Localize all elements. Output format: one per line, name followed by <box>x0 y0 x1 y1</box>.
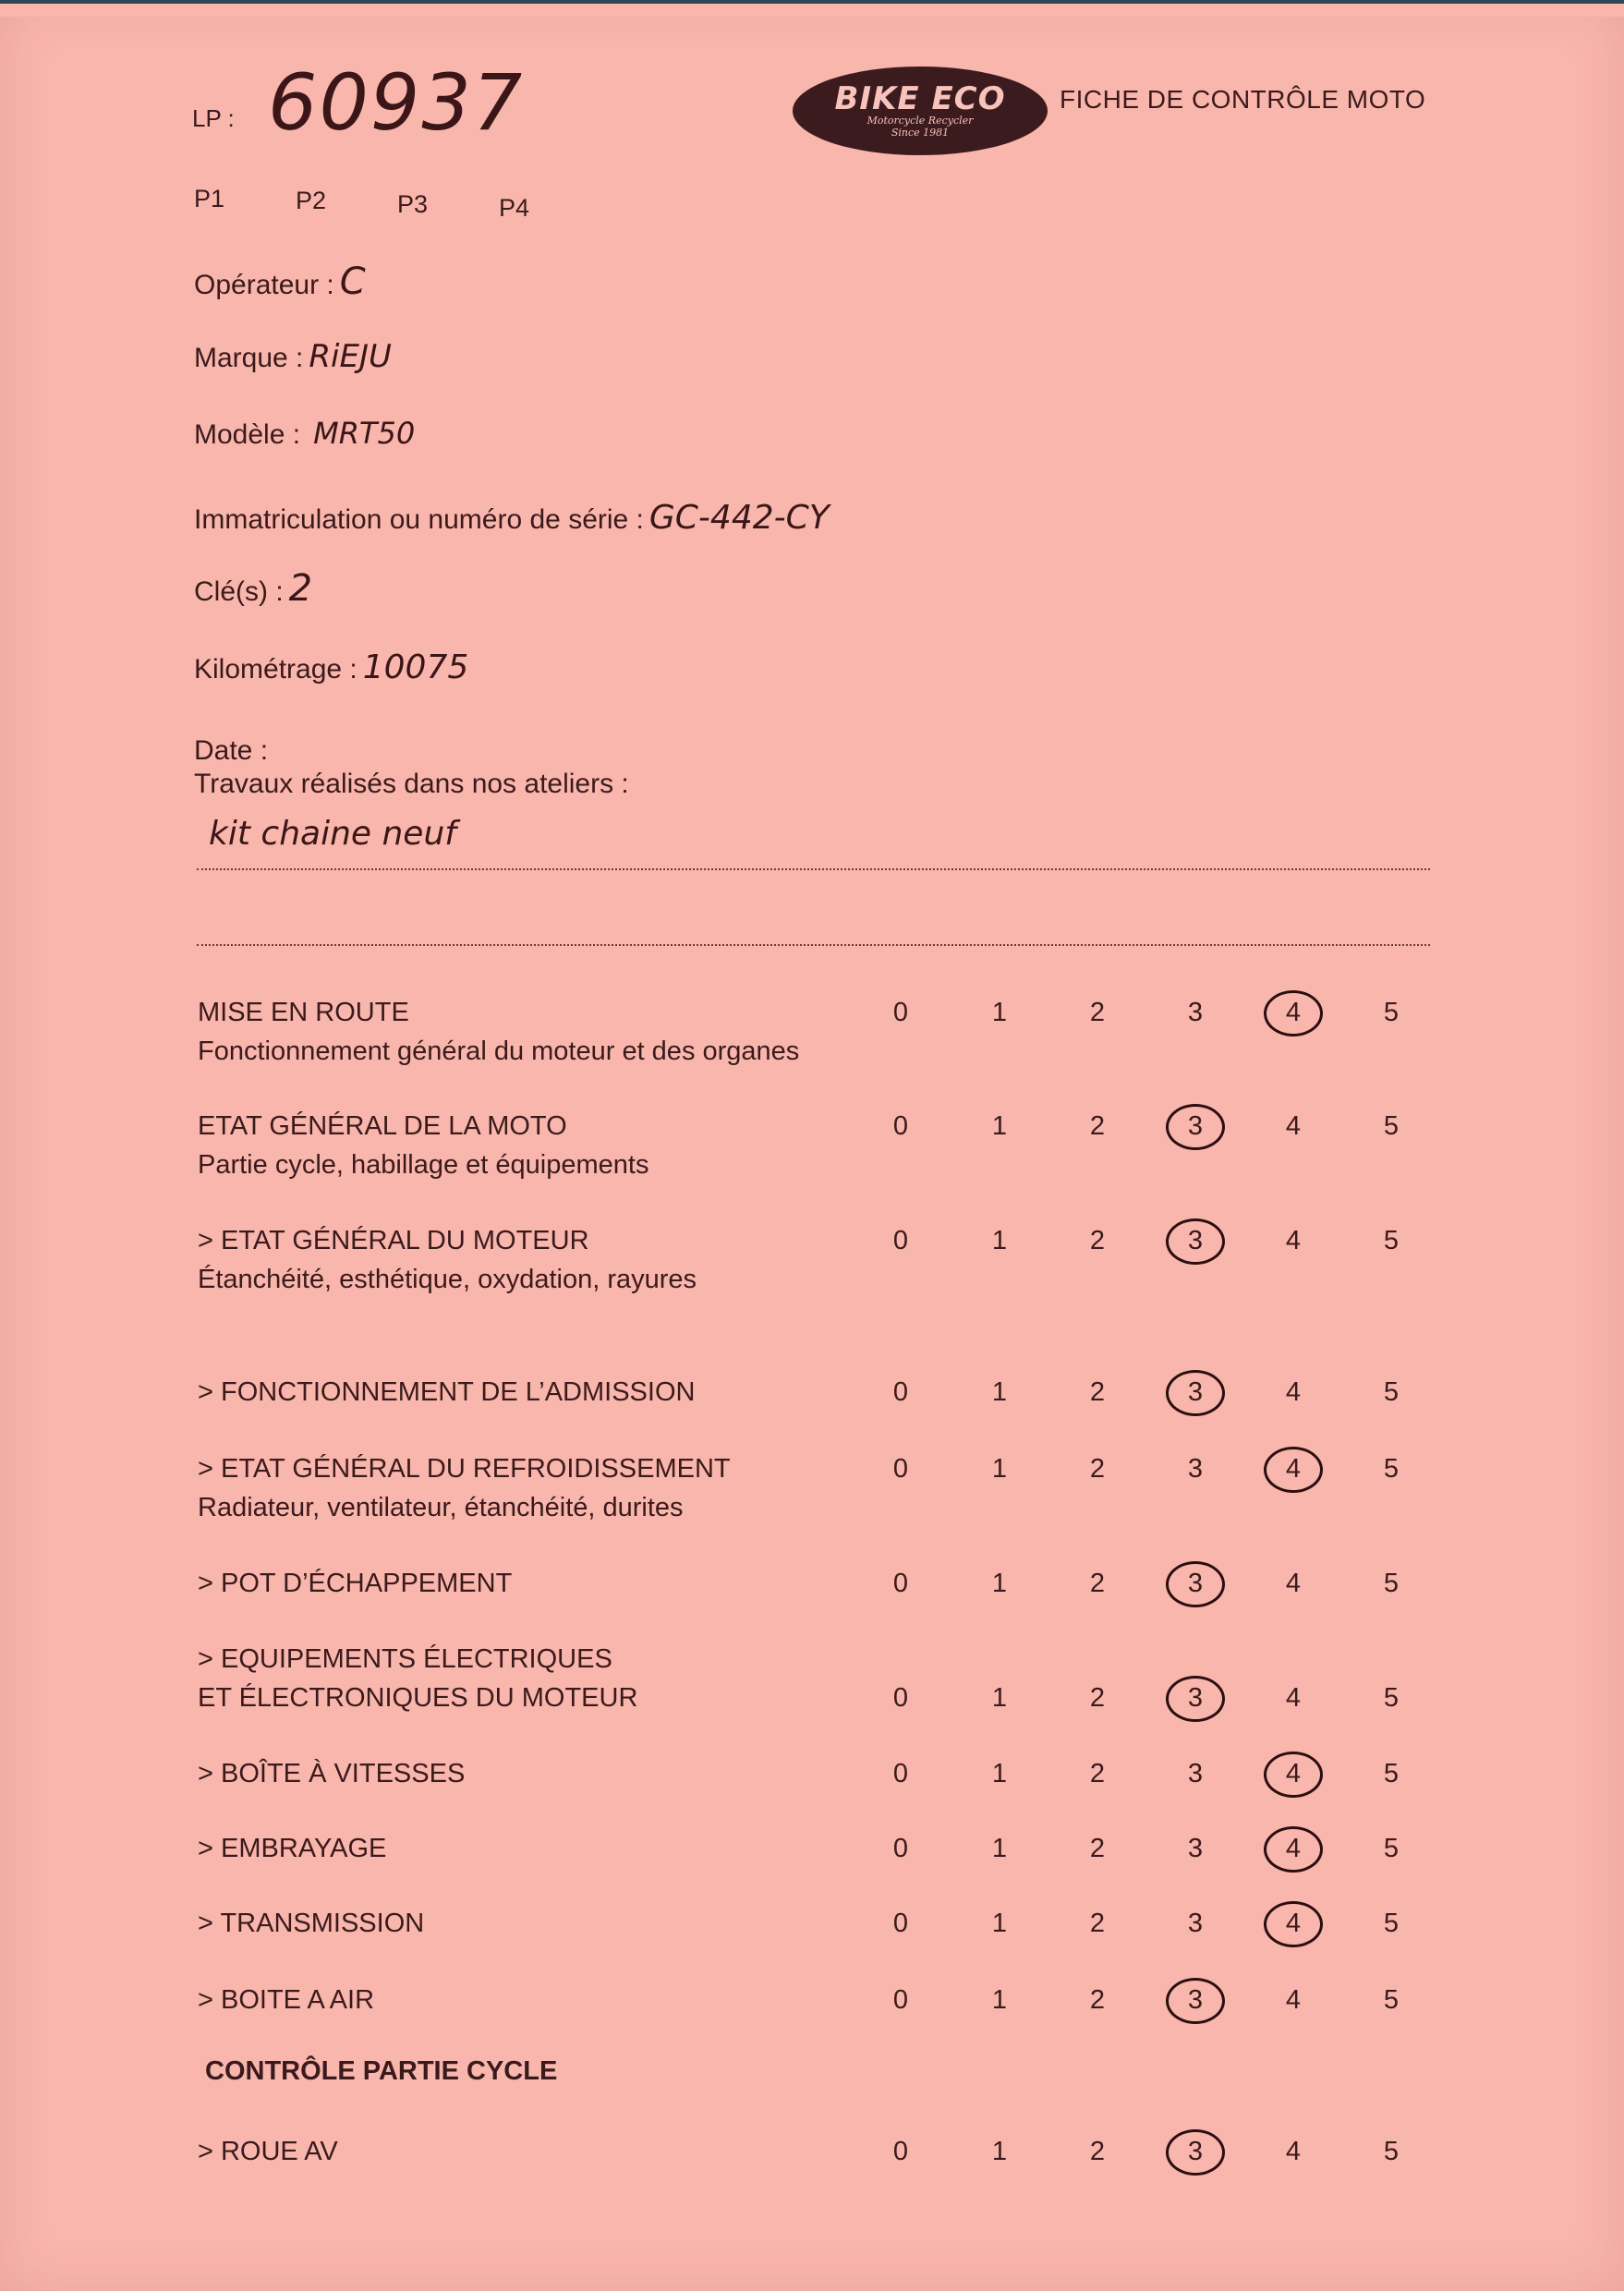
score-option-3: 3 <box>1187 1759 1204 1788</box>
lp-value: 60937 <box>268 57 525 148</box>
score-option-3: 3 <box>1187 1377 1204 1407</box>
score-option-4: 4 <box>1285 1454 1302 1484</box>
immatriculation-field <box>194 499 830 537</box>
marque-field <box>194 338 392 375</box>
score-option-4: 4 <box>1285 1569 1302 1598</box>
operateur-value: C <box>339 261 366 303</box>
score-option-2: 2 <box>1089 1759 1106 1788</box>
marque-label: Marque : <box>194 343 304 373</box>
cles-label: Clé(s) : <box>194 576 284 607</box>
immatriculation-value: GC-442-CY <box>648 499 830 537</box>
score-option-0: 0 <box>892 2137 909 2166</box>
score-option-2: 2 <box>1089 1569 1106 1598</box>
score-option-0: 0 <box>892 1759 909 1788</box>
score-option-3: 3 <box>1187 2137 1204 2166</box>
marque-value: RiEJU <box>309 338 392 375</box>
score-option-4: 4 <box>1285 1226 1302 1255</box>
score-option-4: 4 <box>1285 1111 1302 1141</box>
kilometrage-field <box>194 649 468 686</box>
travaux-value: kit chaine neuf <box>209 815 456 853</box>
score-option-5: 5 <box>1383 1834 1400 1863</box>
score-circle <box>1166 2129 1225 2176</box>
score-option-1: 1 <box>991 1834 1008 1863</box>
score-option-2: 2 <box>1089 1454 1106 1484</box>
score-option-4: 4 <box>1285 1985 1302 2015</box>
score-circle <box>1166 1370 1225 1416</box>
score-option-3: 3 <box>1187 1985 1204 2015</box>
row-title: > POT D’ÉCHAPPEMENT <box>198 1569 513 1598</box>
score-circle <box>1166 1978 1225 2024</box>
modele-label: Modèle : <box>194 419 301 450</box>
logo-text: BIKE ECO <box>834 80 1006 117</box>
row-title: > EMBRAYAGE <box>198 1834 387 1863</box>
travaux-label: Travaux réalisés dans nos ateliers : <box>194 769 629 799</box>
score-option-3: 3 <box>1187 1226 1204 1255</box>
score-option-0: 0 <box>892 1909 909 1938</box>
score-option-3: 3 <box>1187 1111 1204 1141</box>
score-option-3: 3 <box>1187 1834 1204 1863</box>
modele-value: MRT50 <box>313 416 416 451</box>
travaux-line-1 <box>197 868 1430 870</box>
score-option-4: 4 <box>1285 1834 1302 1863</box>
row-title: > BOITE A AIR <box>198 1985 375 2015</box>
score-circle <box>1264 1826 1323 1873</box>
operateur-field <box>194 261 366 303</box>
score-option-5: 5 <box>1383 1569 1400 1598</box>
score-option-1: 1 <box>991 2137 1008 2166</box>
score-option-4: 4 <box>1285 998 1302 1027</box>
score-option-4: 4 <box>1285 1377 1302 1407</box>
score-option-0: 0 <box>892 1569 909 1598</box>
score-circle <box>1264 1752 1323 1798</box>
modele-field <box>194 416 415 451</box>
score-option-2: 2 <box>1089 2137 1106 2166</box>
position-p2: P2 <box>296 187 327 214</box>
score-option-2: 2 <box>1089 1683 1106 1713</box>
score-option-4: 4 <box>1285 1683 1302 1713</box>
score-circle <box>1264 990 1323 1036</box>
score-option-0: 0 <box>892 1377 909 1407</box>
logo-subtext-2: Since 1981 <box>891 127 950 139</box>
document-title: FICHE DE CONTRÔLE MOTO <box>1060 85 1426 114</box>
score-option-3: 3 <box>1187 1909 1204 1938</box>
score-option-5: 5 <box>1383 1111 1400 1141</box>
row-title: > ETAT GÉNÉRAL DU MOTEUR <box>198 1226 589 1255</box>
score-option-3: 3 <box>1187 998 1204 1027</box>
date-field <box>194 726 273 769</box>
score-option-0: 0 <box>892 1226 909 1255</box>
travaux-line-2 <box>197 944 1430 946</box>
logo-subtext-1: Motorcycle Recycler <box>867 115 974 127</box>
score-circle <box>1264 1447 1323 1493</box>
score-circle <box>1166 1676 1225 1722</box>
position-p4: P4 <box>499 194 530 222</box>
score-option-1: 1 <box>991 1454 1008 1484</box>
row-title: > FONCTIONNEMENT DE L’ADMISSION <box>198 1377 696 1407</box>
score-option-0: 0 <box>892 1834 909 1863</box>
score-option-5: 5 <box>1383 1985 1400 2015</box>
score-option-1: 1 <box>991 1569 1008 1598</box>
row-subtitle: Étanchéité, esthétique, oxydation, rayures <box>198 1265 697 1294</box>
score-circle <box>1166 1218 1225 1265</box>
score-option-0: 0 <box>892 1985 909 2015</box>
score-option-5: 5 <box>1383 1759 1400 1788</box>
score-option-3: 3 <box>1187 1454 1204 1484</box>
row-subtitle: Radiateur, ventilateur, étanchéité, durites <box>198 1493 684 1522</box>
score-option-2: 2 <box>1089 998 1106 1027</box>
score-option-5: 5 <box>1383 1909 1400 1938</box>
score-option-2: 2 <box>1089 1834 1106 1863</box>
position-p3: P3 <box>397 190 429 218</box>
row-title: > EQUIPEMENTS ÉLECTRIQUES <box>198 1644 612 1674</box>
row-title: ETAT GÉNÉRAL DE LA MOTO <box>198 1111 567 1141</box>
row-subtitle: Partie cycle, habillage et équipements <box>198 1150 649 1180</box>
score-option-5: 5 <box>1383 998 1400 1027</box>
score-option-5: 5 <box>1383 1454 1400 1484</box>
score-circle <box>1166 1561 1225 1607</box>
row-title: > ETAT GÉNÉRAL DU REFROIDISSEMENT <box>198 1454 731 1484</box>
cles-value: 2 <box>288 567 313 610</box>
score-option-1: 1 <box>991 1111 1008 1141</box>
score-option-1: 1 <box>991 1683 1008 1713</box>
section-title: CONTRÔLE PARTIE CYCLE <box>205 2056 558 2086</box>
score-option-3: 3 <box>1187 1683 1204 1713</box>
score-option-5: 5 <box>1383 1226 1400 1255</box>
score-option-3: 3 <box>1187 1569 1204 1598</box>
score-option-2: 2 <box>1089 1111 1106 1141</box>
score-option-2: 2 <box>1089 1226 1106 1255</box>
score-option-2: 2 <box>1089 1909 1106 1938</box>
score-option-2: 2 <box>1089 1985 1106 2015</box>
score-option-4: 4 <box>1285 1909 1302 1938</box>
score-circle <box>1166 1104 1225 1150</box>
paper-edge <box>0 4 1624 17</box>
date-label: Date : <box>194 735 269 766</box>
row-title: > TRANSMISSION <box>198 1909 425 1938</box>
score-option-0: 0 <box>892 1454 909 1484</box>
cles-field <box>194 567 312 610</box>
score-option-4: 4 <box>1285 1759 1302 1788</box>
score-option-0: 0 <box>892 1683 909 1713</box>
row-subtitle: Fonctionnement général du moteur et des organes <box>198 1036 800 1066</box>
score-circle <box>1264 1901 1323 1947</box>
score-option-2: 2 <box>1089 1377 1106 1407</box>
score-option-1: 1 <box>991 1759 1008 1788</box>
position-p1: P1 <box>194 185 225 212</box>
immatriculation-label: Immatriculation ou numéro de série : <box>194 504 644 535</box>
row-title: MISE EN ROUTE <box>198 998 409 1027</box>
bike-eco-logo <box>793 67 1048 155</box>
score-option-4: 4 <box>1285 2137 1302 2166</box>
score-option-0: 0 <box>892 1111 909 1141</box>
score-option-0: 0 <box>892 998 909 1027</box>
score-option-1: 1 <box>991 1985 1008 2015</box>
score-option-1: 1 <box>991 1226 1008 1255</box>
score-option-5: 5 <box>1383 2137 1400 2166</box>
score-option-1: 1 <box>991 998 1008 1027</box>
kilometrage-value: 10075 <box>362 649 469 686</box>
kilometrage-label: Kilométrage : <box>194 654 358 685</box>
row-subtitle: ET ÉLECTRONIQUES DU MOTEUR <box>198 1683 638 1713</box>
operateur-label: Opérateur : <box>194 270 334 300</box>
row-title: > BOÎTE À VITESSES <box>198 1759 466 1788</box>
score-option-5: 5 <box>1383 1683 1400 1713</box>
lp-label: LP : <box>192 104 235 132</box>
score-option-1: 1 <box>991 1377 1008 1407</box>
row-title: > ROUE AV <box>198 2137 338 2166</box>
score-option-1: 1 <box>991 1909 1008 1938</box>
score-option-5: 5 <box>1383 1377 1400 1407</box>
